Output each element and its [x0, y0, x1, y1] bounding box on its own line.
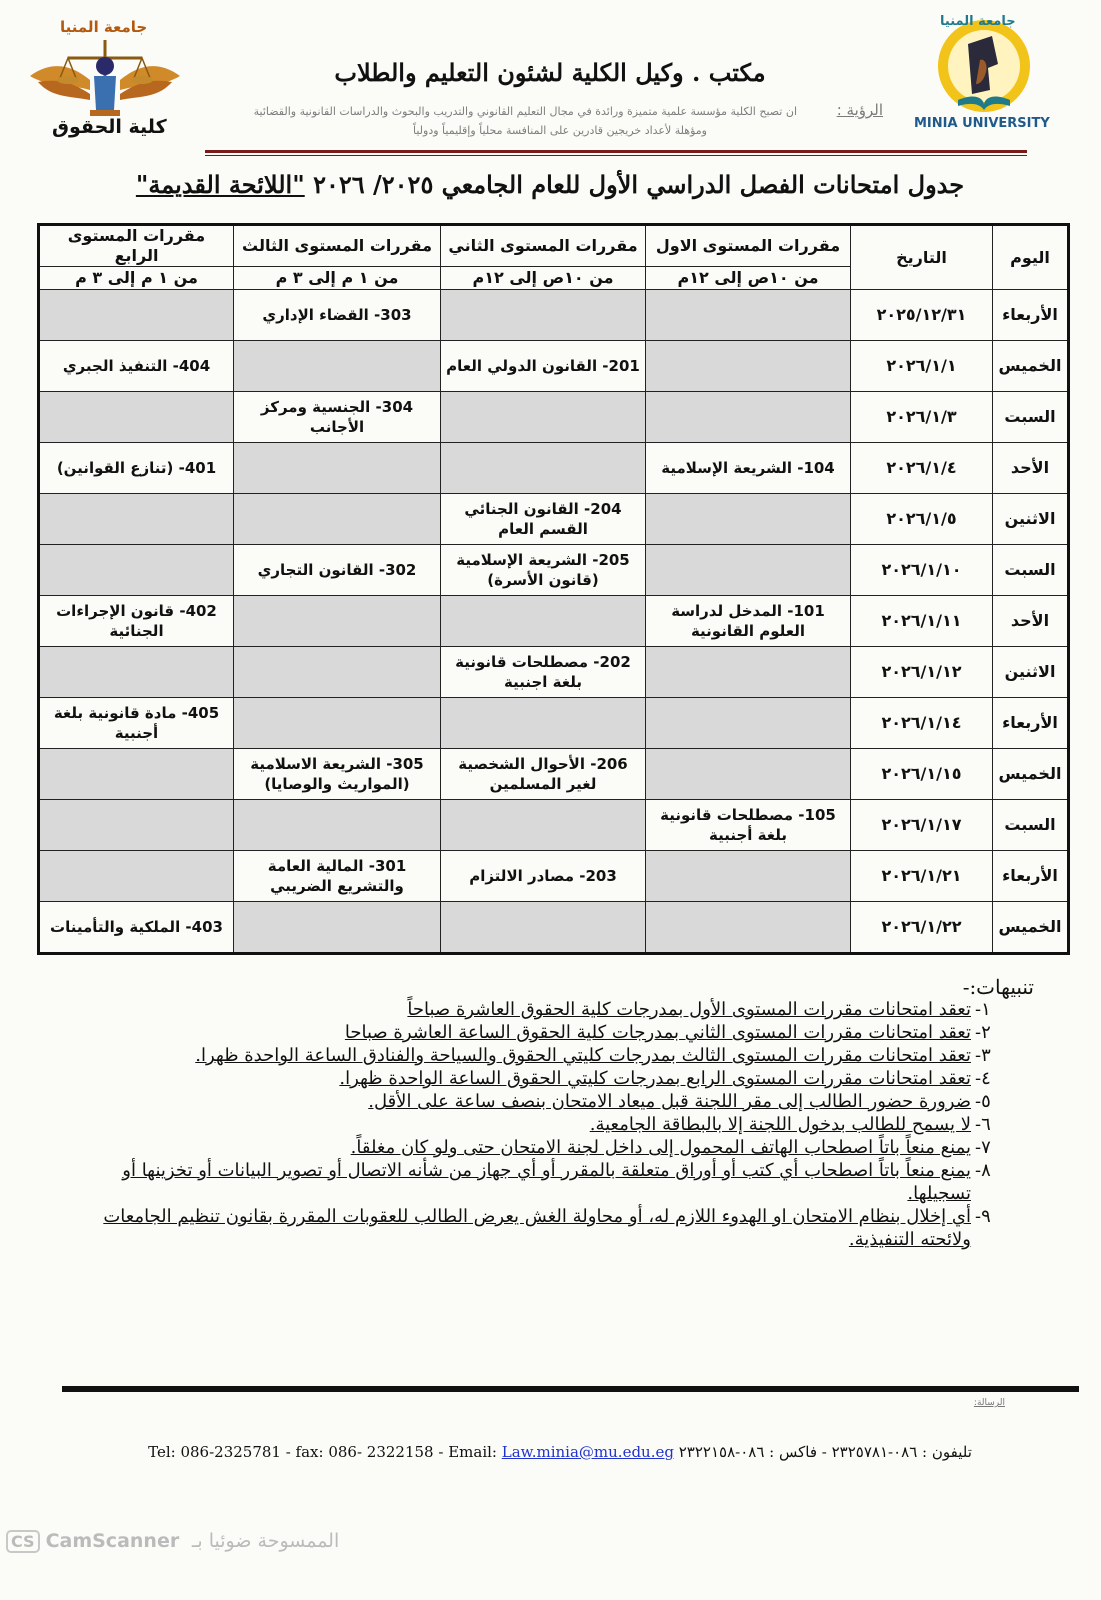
note-text: يمنع منعاً باتاً اصطحاب أي كتب أو أوراق متعلقة بالمقرر أو أي جهاز من شأنه الاتصال أو تصوير البيانات أو تخزينها أو تسجيلها.	[122, 1160, 971, 1204]
level4-course-cell	[39, 392, 234, 443]
note-text: تعقد امتحانات مقررات المستوى الثالث بمدرجات كليتي الحقوق والسياحة والفنادق الساعة الواحدة ظهرا.	[195, 1045, 971, 1066]
level2-course-cell	[441, 290, 646, 341]
email-link[interactable]: Law.minia@mu.edu.eg	[501, 1443, 674, 1461]
table-title	[90, 170, 1010, 199]
level1-course-cell	[646, 851, 851, 902]
level1-course-cell	[646, 749, 851, 800]
day-cell: الخميس	[993, 749, 1069, 800]
level4-course-cell	[39, 749, 234, 800]
exam-schedule-table	[37, 223, 1070, 955]
right-logo-bottom-text: MINIA UNIVERSITY	[914, 116, 1050, 131]
level2-course-cell: 202- مصطلحات قانونية بلغة اجنبية	[441, 647, 646, 698]
level2-course-cell: 203- مصادر الالتزام	[441, 851, 646, 902]
level3-course-cell	[234, 443, 441, 494]
level4-course-cell: 402- قانون الإجراءات الجنائية	[39, 596, 234, 647]
level3-course-cell	[234, 494, 441, 545]
note-text: تعقد امتحانات مقررات المستوى الثاني بمدرجات كلية الحقوق الساعة العاشرة صباحا	[344, 1022, 971, 1043]
day-cell: السبت	[993, 392, 1069, 443]
day-cell: الخميس	[993, 341, 1069, 392]
level2-course-cell: 205- الشريعة الإسلامية (قانون الأسرة)	[441, 545, 646, 596]
mission-label: الرسالة:	[973, 1398, 1005, 1408]
date-cell: ٢٠٢٦/١/١٤	[851, 698, 993, 749]
header-day: اليوم	[993, 225, 1069, 290]
nefertiti-icon	[922, 14, 1052, 119]
table-row	[39, 341, 1069, 392]
law-faculty-logo	[30, 18, 180, 143]
camscanner-watermark	[6, 1530, 339, 1553]
level1-course-cell	[646, 392, 851, 443]
vision-text: ان تصبح الكلية مؤسسة علمية متميزة ورائدة في مجال التعليم القانوني والتدريب والبحوث والدراسات القانونية والقضائية	[253, 105, 797, 118]
note-number: ٣-	[975, 1045, 991, 1066]
level1-course-cell	[646, 341, 851, 392]
office-title: مكتب . وكيل الكلية لشئون التعليم والطلاب	[334, 58, 766, 87]
table-row	[39, 290, 1069, 341]
note-item	[71, 1090, 991, 1113]
note-text: أي إخلال بنظام الامتحان او الهدوء اللازم له، أو محاولة الغش يعرض الطالب للعقوبات المقررة بقانون تنظيم الجامعات ولائحته التنفيذية.	[103, 1206, 971, 1250]
header-level3-time: من ١ م إلى ٣ م	[234, 267, 441, 290]
level1-course-cell	[646, 698, 851, 749]
level4-course-cell	[39, 851, 234, 902]
header-level2: مقررات المستوى الثاني	[441, 225, 646, 267]
header-date: التاريخ	[851, 225, 993, 290]
table-row	[39, 443, 1069, 494]
level2-course-cell	[441, 800, 646, 851]
contact-en: Tel: 086-2325781 - fax: 086- 2322158 - Email:	[148, 1443, 497, 1461]
level3-course-cell: 305- الشريعة الاسلامية (المواريث والوصايا)	[234, 749, 441, 800]
day-cell: الاثنين	[993, 494, 1069, 545]
header-level2-time: من ١٠ص إلى ١٢م	[441, 267, 646, 290]
level3-course-cell	[234, 902, 441, 954]
level4-course-cell	[39, 545, 234, 596]
header-level1: مقررات المستوى الاول	[646, 225, 851, 267]
level3-course-cell: 304- الجنسية ومركز الأجانب	[234, 392, 441, 443]
level3-course-cell: 301- المالية العامة والتشريع الضريبي	[234, 851, 441, 902]
day-cell: الأربعاء	[993, 290, 1069, 341]
level3-course-cell	[234, 647, 441, 698]
note-item	[71, 1159, 991, 1205]
right-logo-top-text: جامعة المنيا	[940, 14, 1016, 29]
day-cell: السبت	[993, 545, 1069, 596]
level1-course-cell: 101- المدخل لدراسة العلوم القانونية	[646, 596, 851, 647]
level4-course-cell	[39, 290, 234, 341]
table-row	[39, 596, 1069, 647]
note-number: ٦-	[975, 1114, 991, 1135]
level2-course-cell: 206- الأحوال الشخصية لغير المسلمين	[441, 749, 646, 800]
level2-course-cell	[441, 596, 646, 647]
note-number: ٧-	[975, 1137, 991, 1158]
note-item	[71, 1021, 991, 1044]
table-row	[39, 851, 1069, 902]
note-item	[71, 1044, 991, 1067]
note-item	[71, 1205, 991, 1251]
day-cell: الخميس	[993, 902, 1069, 954]
level2-course-cell: 204- القانون الجنائي القسم العام	[441, 494, 646, 545]
camscanner-arabic: الممسوحة ضوئيا بـ	[191, 1530, 340, 1552]
date-cell: ٢٠٢٦/١/٤	[851, 443, 993, 494]
level4-course-cell	[39, 647, 234, 698]
old-regulation-label: "اللائحة القديمة"	[135, 170, 305, 199]
date-cell: ٢٠٢٥/١٢/٣١	[851, 290, 993, 341]
level3-course-cell	[234, 698, 441, 749]
note-item	[71, 1067, 991, 1090]
date-cell: ٢٠٢٦/١/١٢	[851, 647, 993, 698]
note-item	[71, 1113, 991, 1136]
level1-course-cell	[646, 902, 851, 954]
date-cell: ٢٠٢٦/١/١٧	[851, 800, 993, 851]
note-text: تعقد امتحانات مقررات المستوى الرابع بمدرجات كليتي الحقوق الساعة الواحدة ظهرا.	[339, 1068, 971, 1089]
level4-course-cell	[39, 800, 234, 851]
table-row	[39, 698, 1069, 749]
camscanner-logo-icon: CS	[6, 1530, 40, 1553]
contact-ar: تليفون : ٠٨٦-٢٣٢٥٧٨١ - فاكس : ٠٨٦-٢٣٢٢١٥٨	[678, 1443, 972, 1461]
level1-course-cell: 105- مصطلحات قانونية بلغة أجنبية	[646, 800, 851, 851]
level3-course-cell	[234, 341, 441, 392]
camscanner-name: CamScanner	[45, 1530, 180, 1552]
notes-title: تنبيهات:-	[962, 975, 1034, 999]
header-level3: مقررات المستوى الثالث	[234, 225, 441, 267]
note-text: ضرورة حضور الطالب إلى مقر اللجنة قبل ميعاد الامتحان بنصف ساعة على الأقل.	[368, 1091, 971, 1112]
level4-course-cell: 404- التنفيذ الجبري	[39, 341, 234, 392]
level1-course-cell	[646, 647, 851, 698]
table-row	[39, 647, 1069, 698]
note-number: ٨-	[975, 1160, 991, 1181]
note-text: لا يسمح للطالب بدخول اللجنة إلا بالبطاقة الجامعية.	[589, 1114, 971, 1135]
day-cell: الأحد	[993, 443, 1069, 494]
notes-list	[71, 998, 991, 1251]
table-row	[39, 494, 1069, 545]
table-title-main: جدول امتحانات الفصل الدراسي الأول للعام الجامعي ٢٠٢٥/ ٢٠٢٦	[313, 170, 965, 199]
table-row	[39, 902, 1069, 954]
mission-statement	[70, 1396, 1005, 1411]
date-cell: ٢٠٢٦/١/٣	[851, 392, 993, 443]
day-cell: الاثنين	[993, 647, 1069, 698]
note-text: يمنع منعاً باتاً اصطحاب الهاتف المحمول إلى داخل لجنة الامتحان حتى ولو كان مغلقاً.	[350, 1137, 971, 1158]
table-row	[39, 392, 1069, 443]
header-level4: مقررات المستوى الرابع	[39, 225, 234, 267]
level4-course-cell: 405- مادة قانونية بلغة أجنبية	[39, 698, 234, 749]
header-level4-time: من ١ م إلى ٣ م	[39, 267, 234, 290]
table-row	[39, 800, 1069, 851]
contact-line	[140, 1443, 980, 1461]
day-cell: الأربعاء	[993, 851, 1069, 902]
header-divider	[205, 150, 1027, 153]
level3-course-cell	[234, 800, 441, 851]
minia-university-logo	[914, 14, 1052, 139]
vision-label: الرؤية :	[836, 101, 883, 119]
header-level1-time: من ١٠ص إلى ١٢م	[646, 267, 851, 290]
date-cell: ٢٠٢٦/١/٢٢	[851, 902, 993, 954]
table-row	[39, 545, 1069, 596]
left-logo-top-text: جامعة المنيا	[60, 18, 148, 36]
level2-course-cell	[441, 698, 646, 749]
exam-table-body	[39, 290, 1069, 954]
level3-course-cell: 303- القضاء الإداري	[234, 290, 441, 341]
table-header-row	[39, 225, 1069, 267]
vision-text-line2: ومؤهلة لأعداد خريجين قادرين على المنافسة محلياً وإقليمياً ودولياً	[413, 124, 707, 137]
date-cell: ٢٠٢٦/١/١١	[851, 596, 993, 647]
date-cell: ٢٠٢٦/١/١٠	[851, 545, 993, 596]
level3-course-cell	[234, 596, 441, 647]
left-logo-bottom-text: كلية الحقوق	[52, 116, 167, 138]
level1-course-cell: 104- الشريعة الإسلامية	[646, 443, 851, 494]
level1-course-cell	[646, 494, 851, 545]
header-divider-thin	[205, 155, 1027, 156]
day-cell: الأحد	[993, 596, 1069, 647]
level2-course-cell: 201- القانون الدولي العام	[441, 341, 646, 392]
level4-course-cell	[39, 494, 234, 545]
date-cell: ٢٠٢٦/١/٢١	[851, 851, 993, 902]
level4-course-cell: 403- الملكية والتأمينات	[39, 902, 234, 954]
note-number: ٩-	[975, 1206, 991, 1227]
level2-course-cell	[441, 902, 646, 954]
footer-divider	[62, 1386, 1079, 1392]
note-item	[71, 1136, 991, 1159]
date-cell: ٢٠٢٦/١/١	[851, 341, 993, 392]
table-row	[39, 749, 1069, 800]
note-number: ١-	[975, 999, 991, 1020]
level2-course-cell	[441, 392, 646, 443]
note-item	[71, 998, 991, 1021]
note-text: تعقد امتحانات مقررات المستوى الأول بمدرجات كلية الحقوق العاشرة صباحاً	[407, 999, 971, 1020]
day-cell: السبت	[993, 800, 1069, 851]
level3-course-cell: 302- القانون التجاري	[234, 545, 441, 596]
level1-course-cell	[646, 545, 851, 596]
level1-course-cell	[646, 290, 851, 341]
date-cell: ٢٠٢٦/١/٥	[851, 494, 993, 545]
note-number: ٢-	[975, 1022, 991, 1043]
level2-course-cell	[441, 443, 646, 494]
note-number: ٥-	[975, 1091, 991, 1112]
note-number: ٤-	[975, 1068, 991, 1089]
level4-course-cell: 401- (تنازع القوانين)	[39, 443, 234, 494]
date-cell: ٢٠٢٦/١/١٥	[851, 749, 993, 800]
day-cell: الأربعاء	[993, 698, 1069, 749]
